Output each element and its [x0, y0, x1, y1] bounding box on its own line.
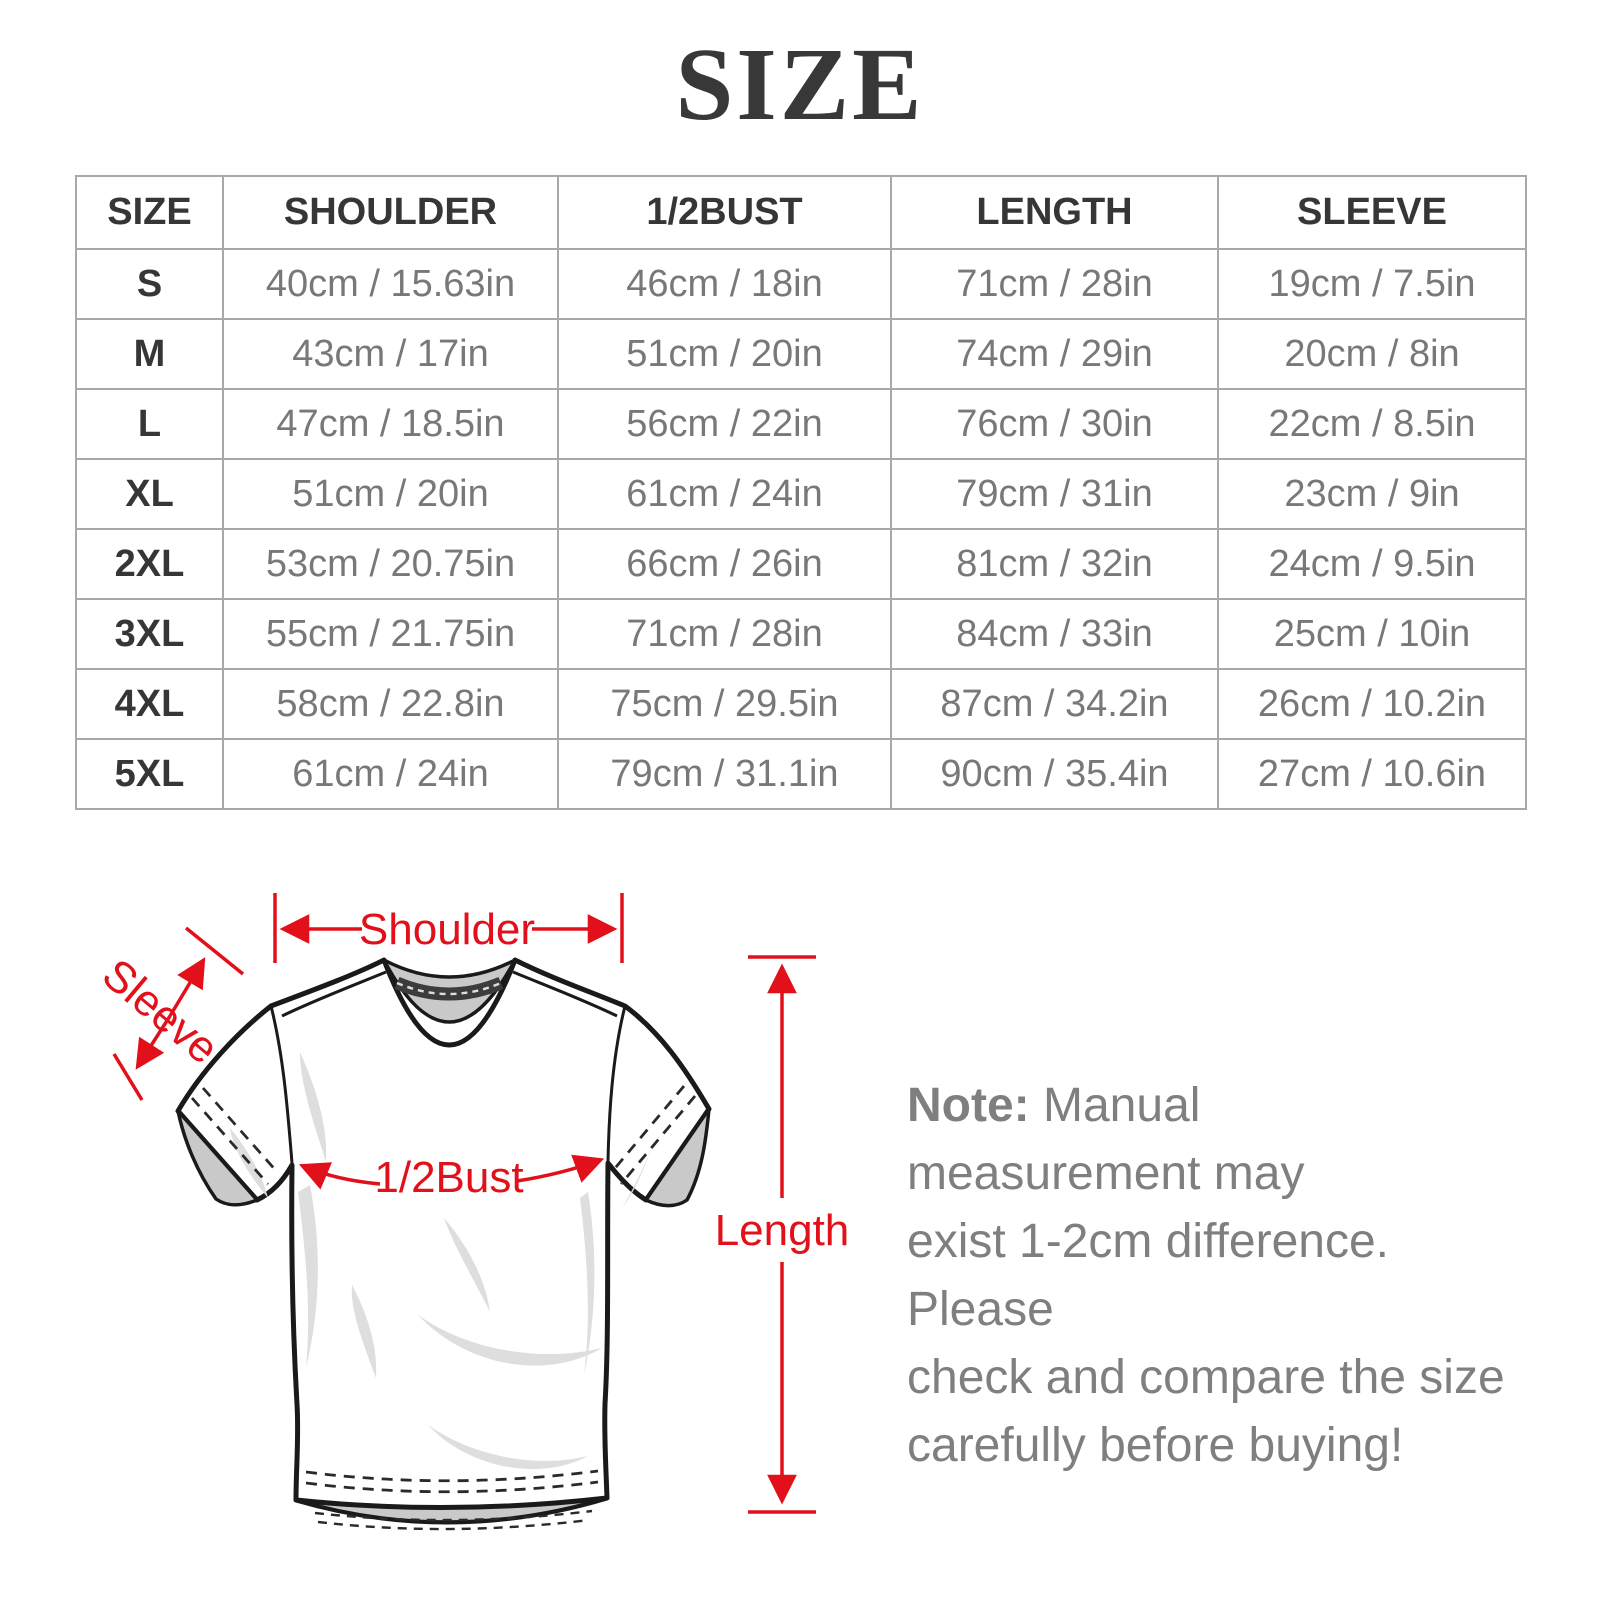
sleeve-label: Sleeve	[93, 949, 228, 1074]
cell-sleeve: 25cm / 10in	[1218, 599, 1526, 669]
tshirt-illustration	[178, 960, 709, 1529]
cell-shoulder: 43cm / 17in	[223, 319, 558, 389]
cell-sleeve: 26cm / 10.2in	[1218, 669, 1526, 739]
cell-sleeve: 27cm / 10.6in	[1218, 739, 1526, 809]
col-header-size: SIZE	[76, 176, 223, 249]
cell-shoulder: 51cm / 20in	[223, 459, 558, 529]
cell-halfbust: 56cm / 22in	[558, 389, 891, 459]
cell-halfbust: 75cm / 29.5in	[558, 669, 891, 739]
col-header-sleeve: SLEEVE	[1218, 176, 1526, 249]
cell-length: 87cm / 34.2in	[891, 669, 1218, 739]
note-text	[907, 1072, 1507, 1480]
cell-halfbust: 79cm / 31.1in	[558, 739, 891, 809]
cell-length: 74cm / 29in	[891, 319, 1218, 389]
cell-shoulder: 58cm / 22.8in	[223, 669, 558, 739]
cell-shoulder: 47cm / 18.5in	[223, 389, 558, 459]
sleeve-tick-top	[186, 928, 243, 974]
note-label: Note:	[907, 1079, 1030, 1132]
shoulder-label: Shoulder	[358, 905, 536, 954]
length-annotation	[715, 957, 850, 1512]
cell-size: 3XL	[76, 599, 223, 669]
cell-shoulder: 55cm / 21.75in	[223, 599, 558, 669]
cell-length: 71cm / 28in	[891, 249, 1218, 319]
sleeve-tick-bottom	[114, 1054, 142, 1100]
cell-sleeve: 23cm / 9in	[1218, 459, 1526, 529]
col-header-length: LENGTH	[891, 176, 1218, 249]
note-line: check and compare the size	[907, 1351, 1505, 1404]
cell-length: 79cm / 31in	[891, 459, 1218, 529]
col-header-halfbust: 1/2BUST	[558, 176, 891, 249]
cell-shoulder: 53cm / 20.75in	[223, 529, 558, 599]
cell-halfbust: 71cm / 28in	[558, 599, 891, 669]
cell-halfbust: 61cm / 24in	[558, 459, 891, 529]
shoulder-annotation	[275, 893, 622, 963]
cell-sleeve: 24cm / 9.5in	[1218, 529, 1526, 599]
cell-size: S	[76, 249, 223, 319]
cell-halfbust: 66cm / 26in	[558, 529, 891, 599]
page-title: SIZE	[675, 27, 925, 142]
half-bust-label: 1/2Bust	[374, 1153, 524, 1202]
cell-size: M	[76, 319, 223, 389]
cell-size: L	[76, 389, 223, 459]
cell-length: 90cm / 35.4in	[891, 739, 1218, 809]
col-header-shoulder: SHOULDER	[223, 176, 558, 249]
cell-shoulder: 40cm / 15.63in	[223, 249, 558, 319]
length-label: Length	[714, 1206, 850, 1255]
cell-length: 76cm / 30in	[891, 389, 1218, 459]
cell-sleeve: 20cm / 8in	[1218, 319, 1526, 389]
cell-length: 84cm / 33in	[891, 599, 1218, 669]
cell-size: XL	[76, 459, 223, 529]
cell-shoulder: 61cm / 24in	[223, 739, 558, 809]
note-line: exist 1-2cm difference. Please	[907, 1215, 1389, 1336]
note-line: carefully before buying!	[907, 1419, 1404, 1472]
cell-sleeve: 19cm / 7.5in	[1218, 249, 1526, 319]
cell-size: 5XL	[76, 739, 223, 809]
cell-halfbust: 46cm / 18in	[558, 249, 891, 319]
cell-size: 2XL	[76, 529, 223, 599]
cell-halfbust: 51cm / 20in	[558, 319, 891, 389]
cell-length: 81cm / 32in	[891, 529, 1218, 599]
cell-size: 4XL	[76, 669, 223, 739]
cell-sleeve: 22cm / 8.5in	[1218, 389, 1526, 459]
note-line: Manual measurement may	[907, 1079, 1305, 1200]
